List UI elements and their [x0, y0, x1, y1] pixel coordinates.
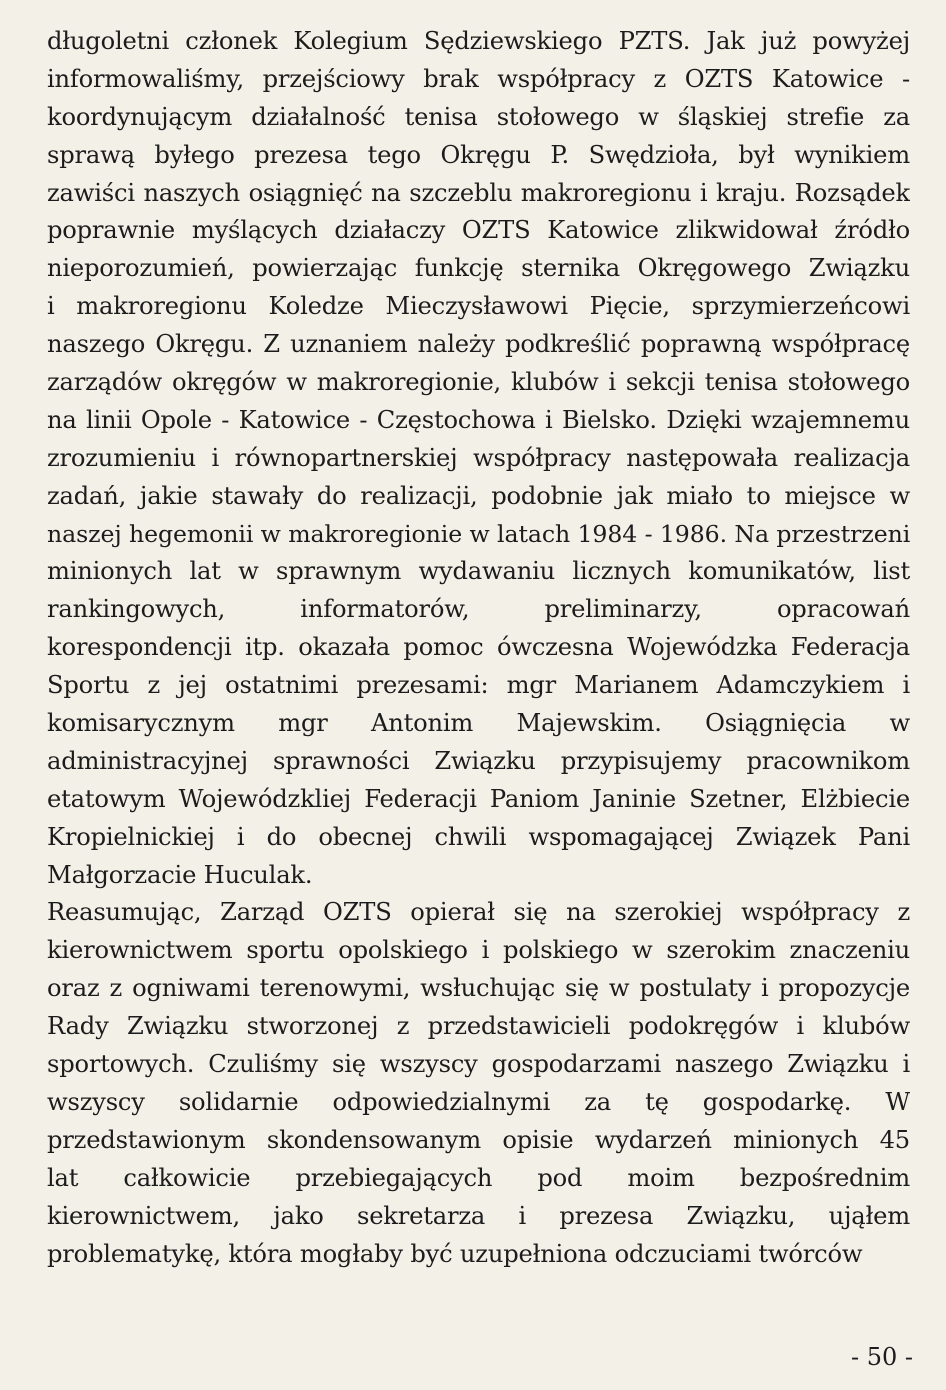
text-line: i makroregionu Koledze Mieczysławowi Pięcie, sprzymierzeńcowi [47, 292, 910, 321]
text-line: informowaliśmy, przejściowy brak współpracy z OZTS Katowice - [47, 64, 910, 93]
text-line: Kropielnickiej i do obecnej chwili wspomagającej Związek Pani [47, 822, 910, 851]
text-line: kierownictwem, jako sekretarza i prezesa Związku, ująłem [47, 1201, 910, 1230]
text-line: zarządów okręgów w makroregionie, klubów i sekcji tenisa stołowego [47, 368, 910, 397]
text-line: oraz z ogniwami terenowymi, wsłuchując się w postulaty i propozycje [47, 974, 910, 1003]
text-line: na linii Opole - Katowice - Częstochowa i Bielsko. Dzięki wzajemnemu [47, 405, 910, 434]
text-line: problematykę, która mogłaby być uzupełniona odczuciami twórców [47, 1239, 863, 1268]
text-line: sportowych. Czuliśmy się wszyscy gospodarzami naszego Związku i [47, 1050, 910, 1079]
text-line: nieporozumień, powierzając funkcję sternika Okręgowego Związku [47, 254, 910, 283]
body-text [47, 23, 910, 1273]
text-line: wszyscy solidarnie odpowiedzialnymi za tę gospodarkę. W [47, 1087, 910, 1116]
text-line: lat całkowicie przebiegających pod moim bezpośrednim [47, 1163, 910, 1192]
text-line: Rady Związku stworzonej z przedstawicieli podokręgów i klubów [47, 1012, 910, 1041]
text-line: etatowym Wojewódzkliej Federacji Paniom Janinie Szetner, Elżbiecie [47, 784, 910, 813]
text-line: administracyjnej sprawności Związku przypisujemy pracownikom [47, 746, 910, 775]
text-line: naszego Okręgu. Z uznaniem należy podkreślić poprawną współpracę [47, 330, 910, 359]
text-line: korespondencji itp. okazała pomoc ówczesna Wojewódzka Federacja [47, 633, 910, 662]
text-line: minionych lat w sprawnym wydawaniu licznych komunikatów, list [47, 557, 910, 586]
page-number: - 50 - [850, 1343, 913, 1371]
text-line: Sportu z jej ostatnimi prezesami: mgr Marianem Adamczykiem i [47, 671, 910, 700]
text-line: koordynującym działalność tenisa stołowego w śląskiej strefie za [47, 102, 910, 131]
text-line: komisarycznym mgr Antonim Majewskim. Osiągnięcia w [47, 709, 910, 738]
text-line: zrozumieniu i równopartnerskiej współpracy następowała realizacja [47, 443, 910, 472]
text-line: sprawą byłego prezesa tego Okręgu P. Swędzioła, był wynikiem [47, 140, 910, 169]
text-line: długoletni członek Kolegium Sędziewskiego PZTS. Jak już powyżej [47, 27, 910, 55]
text-line: Reasumując, Zarząd OZTS opierał się na szerokiej współpracy z [47, 898, 910, 927]
text-line: kierownictwem sportu opolskiego i polskiego w szerokim znaczeniu [47, 936, 910, 965]
text-line: zawiści naszych osiągnięć na szczeblu makroregionu i kraju. Rozsądek [47, 178, 910, 207]
text-line: naszej hegemonii w makroregionie w latach 1984 - 1986. Na przestrzeni [47, 519, 910, 548]
text-line: Małgorzacie Huculak. [47, 860, 313, 889]
text-line: rankingowych, informatorów, preliminarzy, opracowań [47, 595, 910, 624]
text-line: poprawnie myślących działaczy OZTS Katowice zlikwidował źródło [47, 216, 910, 245]
text-line: przedstawionym skondensowanym opisie wydarzeń minionych 45 [47, 1125, 910, 1154]
text-line: zadań, jakie stawały do realizacji, podobnie jak miało to miejsce w [47, 481, 910, 510]
